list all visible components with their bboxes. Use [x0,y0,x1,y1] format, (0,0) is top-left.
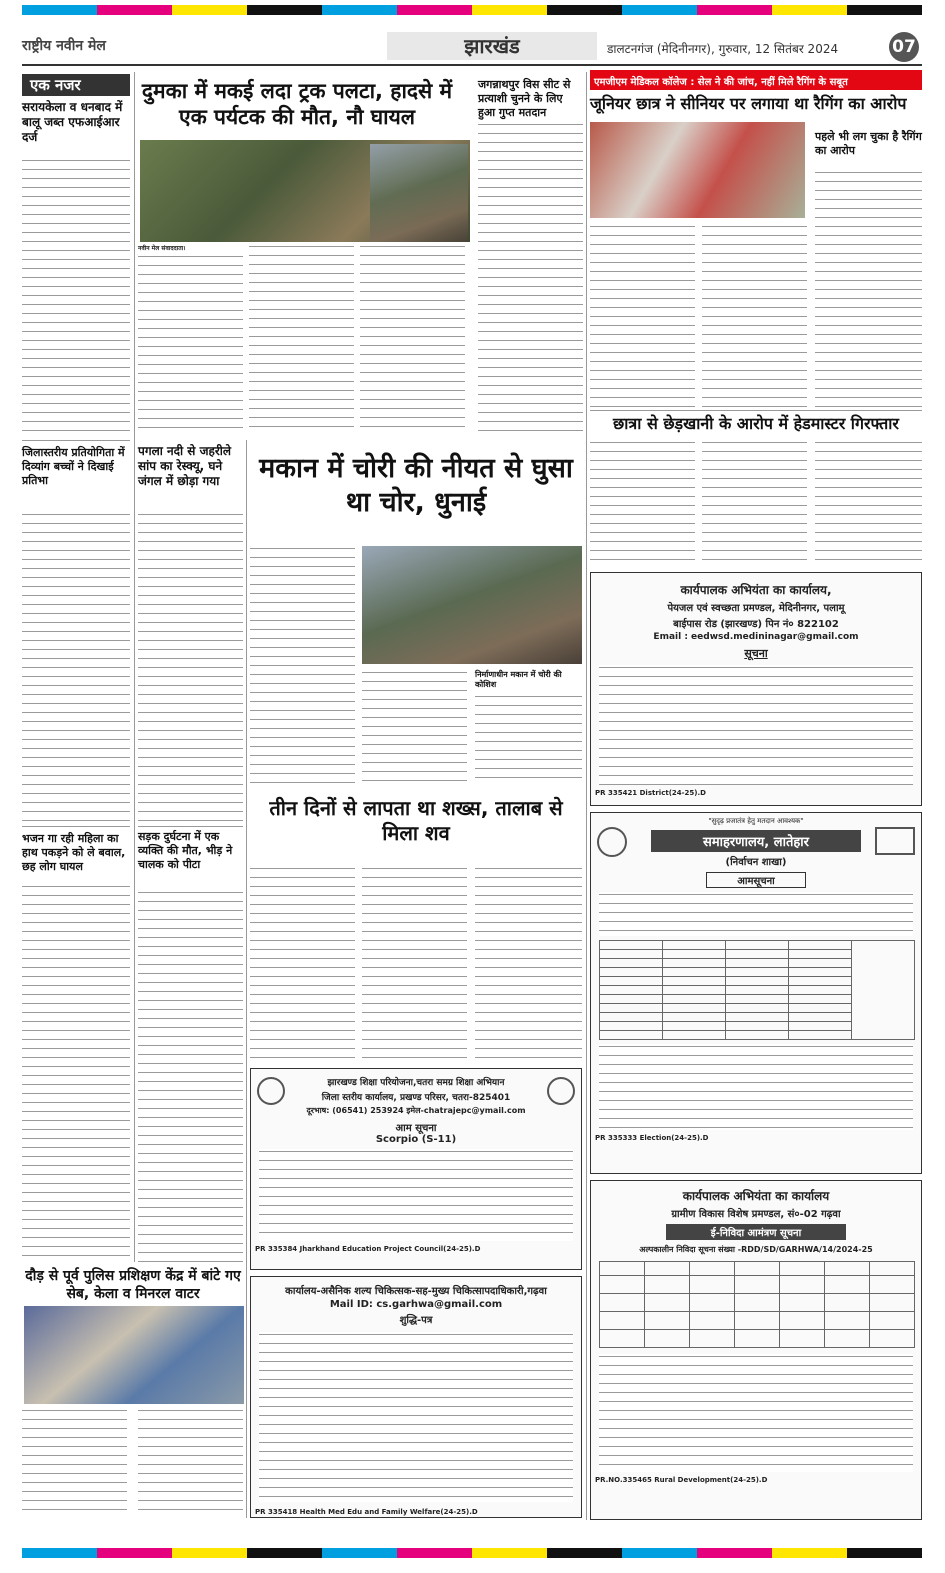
headline-divyang-children: जिलास्तरीय प्रतियोगिता में दिव्यांग बच्चों ने दिखाई प्रतिभा [22,446,125,487]
headline-jagannathpur: जगन्नाथपुर विस सीट से प्रत्याशी चुनने के लिए हुआ गुप्त मतदान [478,78,571,119]
ad1-email: Email : eedwsd.medininagar@gmail.com [653,632,859,642]
headline-dumka-truck: दुमका में मकई लदा ट्रक पलटा, हादसे में एक पर्यटक की मौत, नौ घायल [141,79,453,130]
page-number: 07 [889,32,919,62]
ek-nazar-tag: एक नजर [22,74,130,96]
headline-bhajan-clash: भजन गा रही महिला का हाथ पकड़ने को ले बवाल, छह लोग घायल [22,832,126,873]
byline-dumka: नवीन मेल संवाददाता। [138,245,186,252]
banner-mgm-college: एमजीएम मेडिकल कॉलेज : सेल ने की जांच, नहीं मिले रैगिंग के सबूत [590,70,922,90]
ad-education-project: झारखण्ड शिक्षा परियोजना,चतरा समग्र शिक्षा अभियान जिला स्तरीय कार्यालय, प्रखण्ड परिसर, चतरा-825401 दूरभाष: (06541) 253924 इमेल-chatrajepc@ymail.com आम सूचना Scorpio (S-11) PR 335384 Jharkhand Education Project Council(24-25).D [250,1068,582,1270]
ad-latehar-election: "सुदृढ़ प्रजातंत्र हेतु मतदान आवश्यक" समाहरणालय, लातेहार (निर्वाचन शाखा) आमसूचना PR 335333 Election(24-25).D [590,812,922,1174]
photo-thief-crowd [362,546,582,664]
article-text-divyang [22,512,130,824]
color-registration-bar-bottom [22,1548,922,1558]
headline-theft: मकान में चोरी की नीयत से घुसा था चोर, धुनाई [259,453,573,518]
headline-police-training: दौड़ से पूर्व पुलिस प्रशिक्षण केंद्र में बांटे गए सेब, केला व मिनरल वाटर [25,1268,241,1302]
dateline: डालटनगंज (मेदिनीनगर), गुरुवार, 12 सितंबर 2024 [607,42,839,56]
masthead: राष्ट्रीय नवीन मेल [22,38,106,54]
logo-samagra [547,1077,575,1105]
subhead-construction-theft: निर्माणाधीन मकान में चोरी की कोशिश [475,670,562,689]
headline-ragging: जूनियर छात्र ने सीनियर पर लगाया था रैगिंग का आरोप [590,94,907,113]
tender-table [599,1261,915,1348]
headline-sand-seized: सरायकेला व धनबाद में बालू जब्त एफआईआर दर्ज [22,100,123,144]
election-schedule-table [599,940,915,1040]
section-title: झारखंड [387,32,597,60]
headline-headmaster-arrested: छात्रा से छेड़खानी के आरोप में हेडमास्टर गिरफ्तार [613,414,899,433]
subhead-earlier-ragging: पहले भी लग चुका है रैगिंग का आरोप [815,130,922,157]
page-header [22,30,922,66]
headline-road-accident: सड़क दुर्घटना में एक व्यक्ति की मौत, भीड़ ने चालक को पीटा [138,830,233,871]
ad-civil-surgeon: कार्यालय-असैनिक शल्य चिकित्सक-सह-मुख्य चिकित्सापदाधिकारी,गढ़वा Mail ID: cs.garhwa@gmail.com शुद्धि-पत्र PR 335418 Health Med Edu and Family Welfare(24-25).D [250,1276,582,1518]
article-text-sand [22,158,130,436]
photo-police-camp [24,1306,244,1404]
article-text-bhajan [22,884,130,1264]
photo-injured [370,144,468,242]
headline-snake-rescue: पगला नदी से जहरीले सांप का रेस्क्यू, घने जंगल में छोड़ा गया [138,444,232,488]
ad-rural-development: कार्यपालक अभियंता का कार्यालय ग्रामीण विकास विशेष प्रमण्डल, सं०-02 गढ़वा ई-निविदा आमंत्रण सूचना अल्पकालीन निविदा सूचना संख्या -RDD/SD/GARHWA/14/2024-25 PR.NO.335465 Rural Development(24-25).D [590,1180,922,1520]
ad-water-sanitation: कार्यपालक अभियंता का कार्यालय, पेयजल एवं स्वच्छता प्रमण्डल, मेदिनीनगर, पलामू बाईपास रोड (झारखण्ड) पिन नं० 822102 Email : eedwsd.medininagar@gmail.com सूचना PR 335421 District(24-25).D [590,572,922,806]
logo-education [257,1077,285,1105]
evm-icon [875,827,915,855]
logo-emblem [597,827,627,857]
color-registration-bar [22,5,922,15]
headline-missing-found: तीन दिनों से लापता था शख्स, तालाब से मिला शव [269,796,563,845]
photo-medical-college [590,122,805,218]
